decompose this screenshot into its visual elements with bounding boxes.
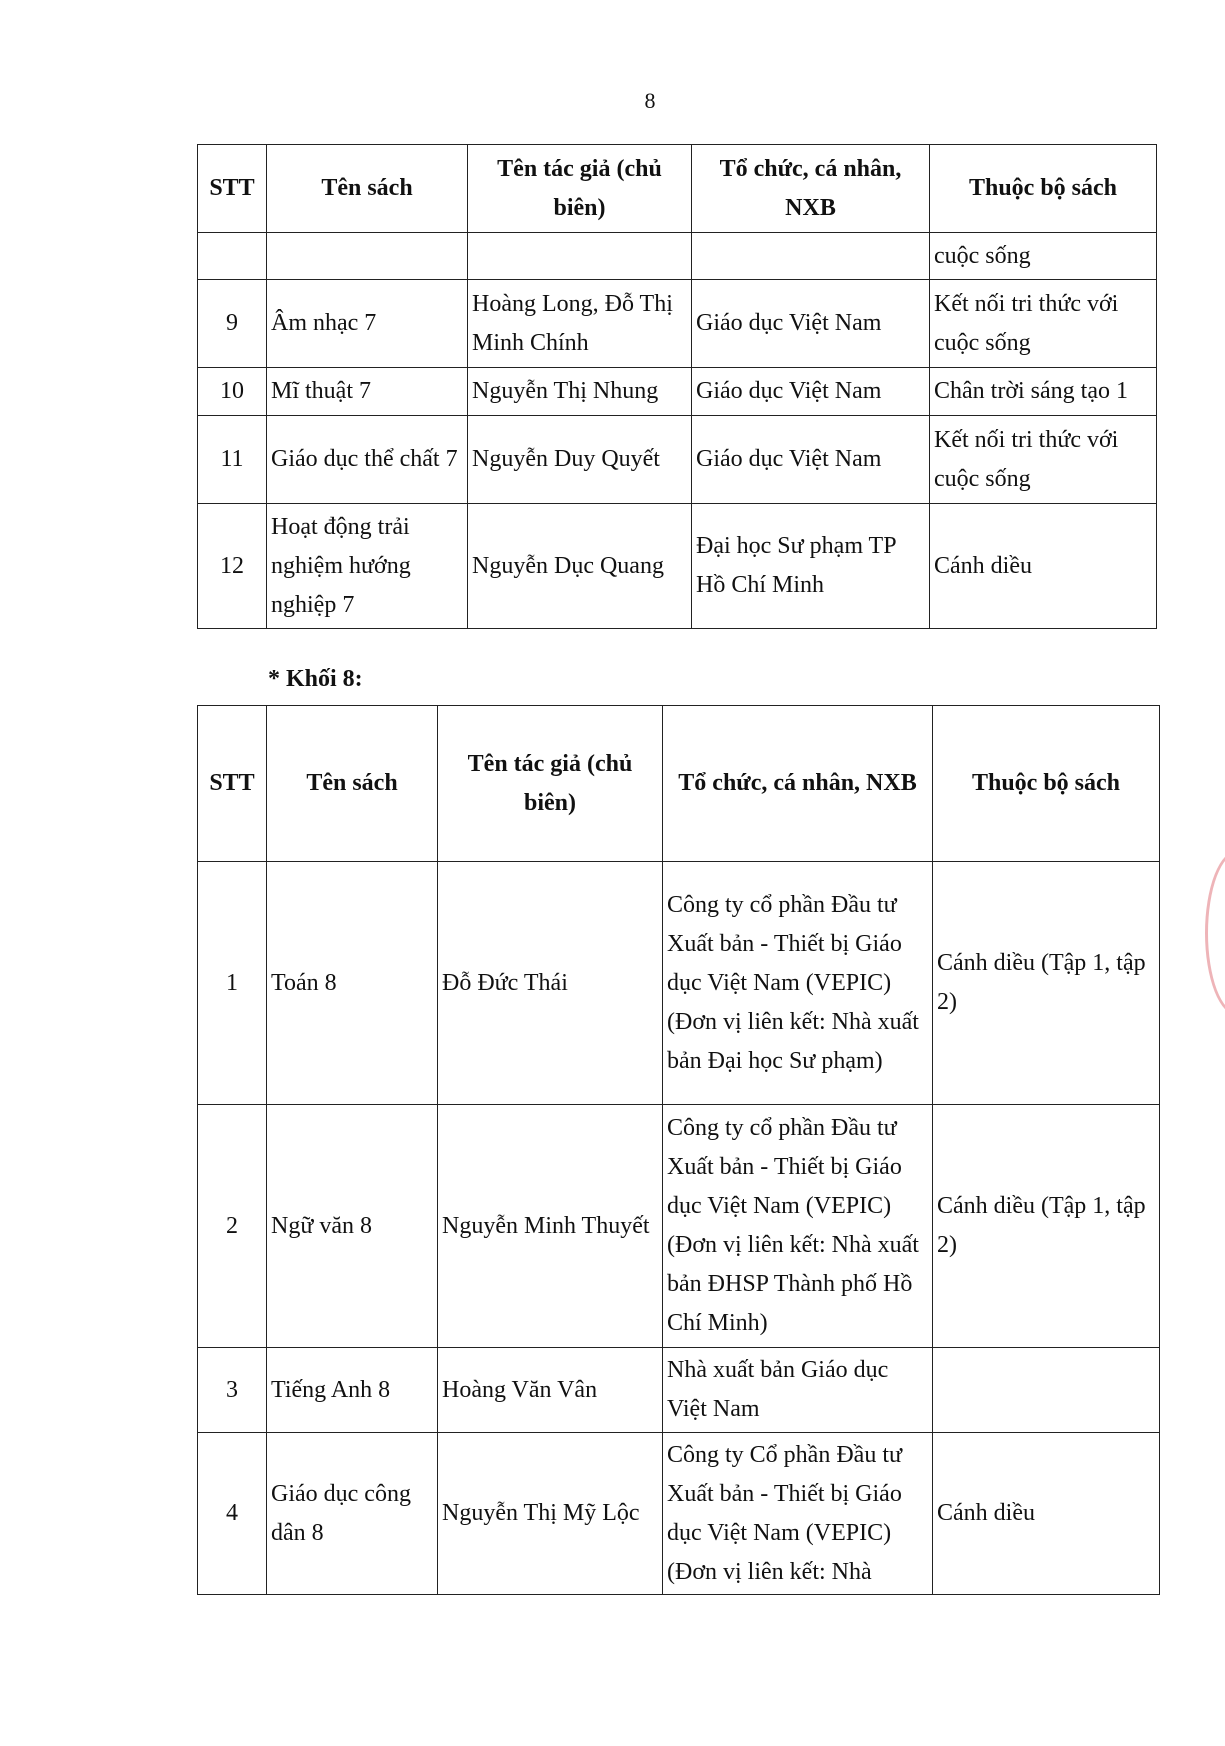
cell-to-chuc: Giáo dục Việt Nam [692,280,930,368]
cell-ten-sach: Giáo dục thể chất 7 [267,416,468,504]
table-row [198,862,1160,1105]
header-to-chuc: Tổ chức, cá nhân, NXB [692,145,930,233]
textbook-table-grade7 [197,144,1157,629]
cell-stt: 3 [198,1348,267,1433]
cell-to-chuc: Công ty cổ phần Đầu tư Xuất bản - Thiết bị Giáo dục Việt Nam (VEPIC) (Đơn vị liên kết: Nhà xuất bản Đại học Sư phạm) [663,862,933,1105]
table-row [198,368,1157,416]
cell-ten-sach: Tiếng Anh 8 [267,1348,438,1433]
cell-to-chuc: Công ty cổ phần Đầu tư Xuất bản - Thiết bị Giáo dục Việt Nam (VEPIC) (Đơn vị liên kết: Nhà xuất bản ĐHSP Thành phố Hồ Chí Minh) [663,1105,933,1348]
cell-stt: 9 [198,280,267,368]
table-cell [198,233,267,280]
red-seal-stamp [1205,850,1225,1016]
header-to-chuc: Tổ chức, cá nhân, NXB [663,706,933,862]
cell-ten-sach: Mĩ thuật 7 [267,368,468,416]
cell-tac-gia: Nguyễn Duy Quyết [468,416,692,504]
cell-stt: 11 [198,416,267,504]
section-heading-grade8: * Khối 8: [268,666,363,692]
table-row [198,504,1157,629]
cell-stt: 10 [198,368,267,416]
header-stt: STT [198,706,267,862]
header-tac-gia: Tên tác giả (chủ biên) [468,145,692,233]
continuation-text: cuộc sống [930,233,1157,280]
cell-tac-gia: Hoàng Văn Vân [438,1348,663,1433]
table-header-row [198,145,1157,233]
cell-tac-gia: Đỗ Đức Thái [438,862,663,1105]
cell-bo-sach: Kết nối tri thức với cuộc sống [930,280,1157,368]
header-tac-gia: Tên tác giả (chủ biên) [438,706,663,862]
cell-to-chuc: Giáo dục Việt Nam [692,368,930,416]
cell-bo-sach: Chân trời sáng tạo 1 [930,368,1157,416]
cell-ten-sach: Toán 8 [267,862,438,1105]
cell-tac-gia: Nguyễn Minh Thuyết [438,1105,663,1348]
textbook-table-grade8 [197,705,1160,1595]
header-bo-sach: Thuộc bộ sách [930,145,1157,233]
cell-stt: 2 [198,1105,267,1348]
cell-tac-gia: Nguyễn Thị Mỹ Lộc [438,1433,663,1595]
page-number: 8 [644,88,656,113]
cell-bo-sach [933,1348,1160,1433]
cell-to-chuc: Đại học Sư phạm TP Hồ Chí Minh [692,504,930,629]
table-cell [692,233,930,280]
table-header-row [198,706,1160,862]
cell-ten-sach: Hoạt động trải nghiệm hướng nghiệp 7 [267,504,468,629]
cell-ten-sach: Ngữ văn 8 [267,1105,438,1348]
cell-tac-gia: Nguyễn Thị Nhung [468,368,692,416]
cell-stt: 1 [198,862,267,1105]
continuation-row [198,233,1157,280]
cell-stt: 4 [198,1433,267,1595]
header-ten-sach: Tên sách [267,145,468,233]
cell-ten-sach: Giáo dục công dân 8 [267,1433,438,1595]
cell-to-chuc: Giáo dục Việt Nam [692,416,930,504]
cell-tac-gia: Hoàng Long, Đỗ Thị Minh Chính [468,280,692,368]
cell-bo-sach: Cánh diều (Tập 1, tập 2) [933,862,1160,1105]
table-row [198,1105,1160,1348]
cell-bo-sach: Kết nối tri thức với cuộc sống [930,416,1157,504]
header-bo-sach: Thuộc bộ sách [933,706,1160,862]
table-row [198,280,1157,368]
header-stt: STT [198,145,267,233]
cell-bo-sach: Cánh diều [930,504,1157,629]
cell-ten-sach: Âm nhạc 7 [267,280,468,368]
table-row [198,1433,1160,1595]
cell-to-chuc: Công ty Cổ phần Đầu tư Xuất bản - Thiết bị Giáo dục Việt Nam (VEPIC) (Đơn vị liên kết: Nhà [663,1433,933,1595]
table-row [198,416,1157,504]
cell-bo-sach: Cánh diều (Tập 1, tập 2) [933,1105,1160,1348]
table-cell [267,233,468,280]
cell-to-chuc: Nhà xuất bản Giáo dục Việt Nam [663,1348,933,1433]
cell-stt: 12 [198,504,267,629]
table-row [198,1348,1160,1433]
cell-bo-sach: Cánh diều [933,1433,1160,1595]
header-ten-sach: Tên sách [267,706,438,862]
cell-tac-gia: Nguyễn Dục Quang [468,504,692,629]
table-cell [468,233,692,280]
